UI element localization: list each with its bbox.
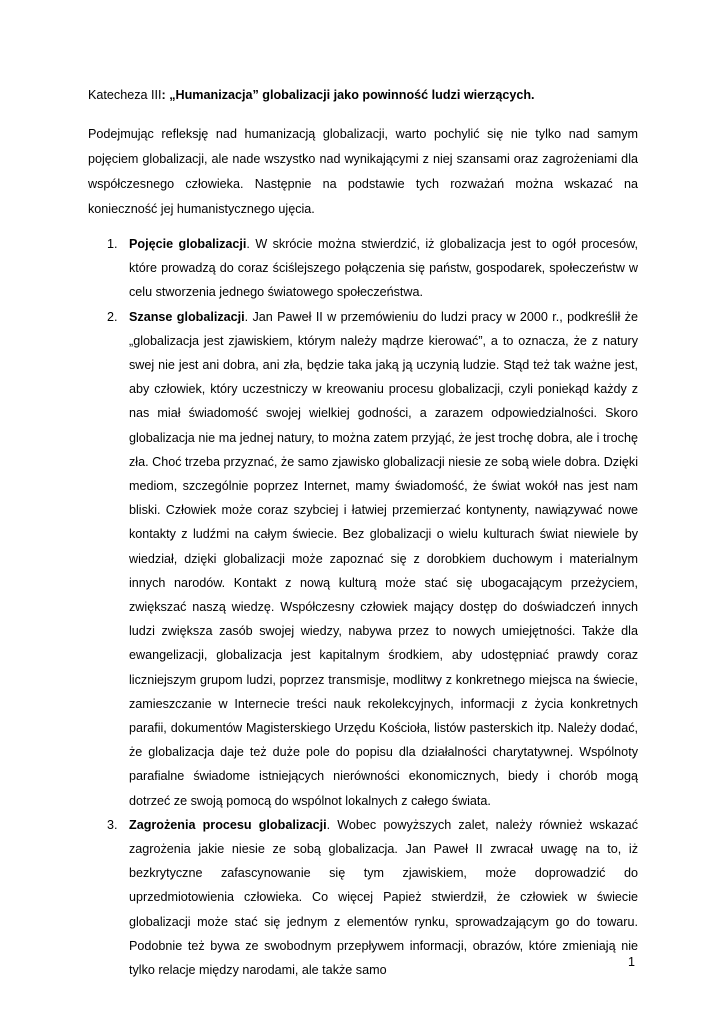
page-number: 1 xyxy=(628,955,636,969)
list-item-text: . Jan Paweł II w przemówieniu do ludzi pracy w 2000 r., podkreślił że „globalizacja jest zjawiskiem, którym należy mądrze kierować”, a to oznacza, że z natury swej nie jest ani dobra, ani zła, będzie taka jaką ją uczynią ludzie. Stąd też tak ważne jest, aby człowiek, który uczestniczy w kreowaniu procesu globalizacji, czyli poniekąd każdy z nas miał świadomość swojej wielkiej godności, a zarazem odpowiedzialności. Skoro globalizacja nie ma jednej natury, to można zatem przyjąć, że jest trochę dobra, ale i trochę zła. Choć trzeba przyznać, że samo zjawisko globalizacji niesie ze sobą wiele dobra. Dzięki mediom, szczególnie poprzez Internet, mamy świadomość, że świat wokół nas jest nam bliski. Człowiek może coraz szybciej i łatwiej przemierzać kontynenty, nawiązywać nowe kontakty z ludźmi na całym świecie. Bez globalizacji o wielu kulturach świat niewiele by wiedział, dzięki globalizacji może zapoznać się z dorobkiem duchowym i materialnym innych narodów. Kontakt z nową kulturą może stać się ubogacającym przeżyciem, zwiększać naszą wiedzę. Współczesny człowiek mający dostęp do doświadczeń innych ludzi zwiększa zasób swojej wiedzy, nabywa przez to nowych umiejętności. Także dla ewangelizacji, globalizacja jest kapitalnym środkiem, aby udostępniać prawdy coraz liczniejszym grupom ludzi, poprzez transmisje, modlitwy z konkretnego miejsca na świecie, zamieszczanie w Internecie treści nauk rekolekcyjnych, informacji z życia konkretnych parafii, dokumentów Magisterskiego Urzędu Kościoła, listów pasterskich itp. Należy dodać, że globalizacja daje też duże pole do popisu dla działalności charytatywnej. Wspólnoty parafialne świadome istniejących nierówności ekonomicznych, biedy i chorób mogą dotrzeć ze swoją pomocą do wspólnot lokalnych z całego świata. xyxy=(129,309,638,808)
list-item-heading: Zagrożenia procesu globalizacji xyxy=(129,817,327,832)
list-item xyxy=(88,232,638,305)
list-item-number: 2. xyxy=(107,309,118,324)
document-title xyxy=(88,86,648,104)
title-main: „Humanizacja” globalizacji jako powinność ludzi wierzących. xyxy=(169,88,535,102)
intro-paragraph: Podejmując refleksję nad humanizacją globalizacji, warto pochylić się nie tylko nad samym pojęciem globalizacji, ale nade wszystko nad wynikającymi z niej szansami oraz zagrożeniami dla współczesnego człowieka. Następnie na podstawie tych rozważań można wskazać na konieczność jej humanistycznego ujęcia. xyxy=(88,127,638,216)
title-prefix: Katecheza III xyxy=(88,88,162,102)
numbered-list xyxy=(88,232,638,982)
list-item-number: 1. xyxy=(107,237,118,251)
list-item-heading: Pojęcie globalizacji xyxy=(129,237,247,251)
list-item-text: . W skrócie można stwierdzić, iż globalizacja jest to ogół procesów, które prowadzą do coraz ściślejszego połączenia się państw, gospodarek, społeczeństw w celu stworzenia jednego światowego społeczeństwa. xyxy=(129,237,638,300)
list-item-text: . Wobec powyższych zalet, należy również wskazać zagrożenia jakie niesie ze sobą globalizacja. Jan Paweł II zwracał uwagę na to, iż bezkrytyczne zafascynowanie się tym zjawiskiem, może doprowadzić do uprzedmiotowienia człowieka. Co więcej Papież stwierdził, że człowiek w świecie globalizacji może stać się jednym z elementów rynku, sprowadzającym go do towaru. Podobnie też bywa ze swobodnym przepływem informacji, obrazów, które zmieniają nie tylko relacje między narodami, ale także samo xyxy=(129,817,638,978)
list-item-heading: Szanse globalizacji xyxy=(129,309,245,324)
title-colon: : xyxy=(161,88,166,102)
list-item xyxy=(88,305,638,813)
list-item-number: 3. xyxy=(107,817,118,832)
list-item xyxy=(88,813,638,982)
